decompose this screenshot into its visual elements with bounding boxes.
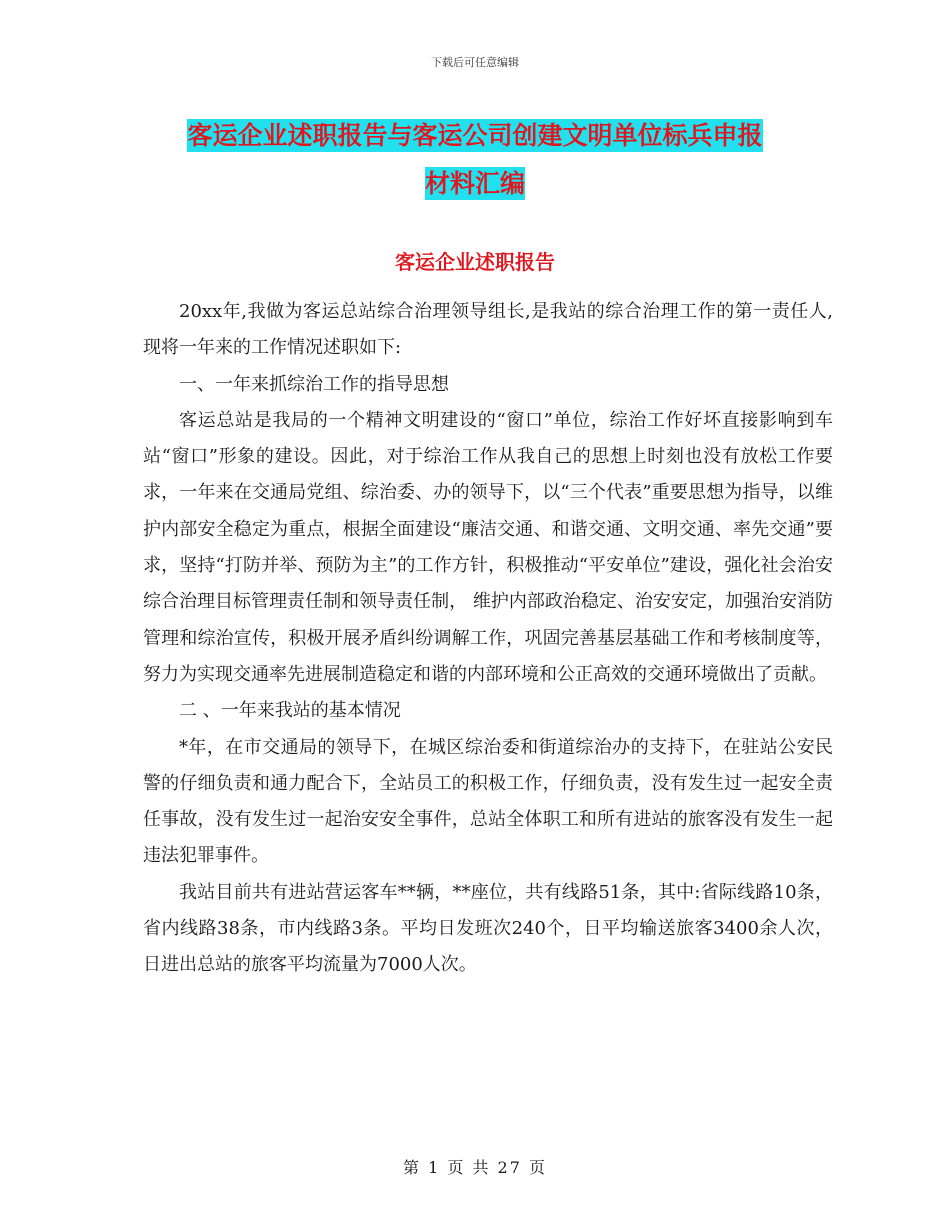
- paragraph-station-stats: 我站目前共有进站营运客车**辆，**座位，共有线路51条，其中:省际线路10条，省内线路38条，市内线路3条。平均日发班次240个，日平均输送旅客3400余人次，日进出总站的旅客平均流量为7000人次。: [143, 881, 833, 976]
- heading-basic-situation: 二 、一年来我站的基本情况: [179, 700, 401, 722]
- paragraph-safety-record: *年，在市交通局的领导下，在城区综治委和街道综治办的支持下，在驻站公安民警的仔细负责和通力配合下，全站员工的积极工作，仔细负责，没有发生过一起安全责任事故，没有发生过一起治安安全事件，总站全体职工和所有进站的旅客没有发生一起违法犯罪事件。: [143, 736, 833, 867]
- paragraph-intro: 20xx年,我做为客运总站综合治理领导组长,是我站的综合治理工作的第一责任人,现将一年来的工作情况述职如下:: [143, 301, 833, 359]
- header-note: 下载后可任意编辑: [431, 56, 519, 69]
- title-line-1: 客运企业述职报告与客运公司创建文明单位标兵申报: [187, 121, 763, 150]
- title-line-2: 材料汇编: [424, 169, 525, 198]
- paragraph-guiding-ideas: 客运总站是我局的一个精神文明建设的“窗口”单位，综治工作好坏直接影响到车站“窗口”形象的建设。因此，对于综治工作从我自己的思想上时刻也没有放松工作要求，一年来在交通局党组、综治委、办的领导下，以“三个代表”重要思想为指导，以维护内部安全稳定为重点，根据全面建设“廉洁交通、和谐交通、文明交通、率先交通”要求，坚持“打防并举、预防为主”的工作方针，积极推动“平安单位”建设，强化社会治安综合治理目标管理责任制和领导责任制， 维护内部政治稳定、治安安定，加强治安消防管理和综治宣传，积极开展矛盾纠纷调解工作，巩固完善基层基础工作和考核制度等，努力为实现交通率先进展制造稳定和谐的内部环境和公正高效的交通环境做出了贡献。: [143, 409, 833, 685]
- section-title: 客运企业述职报告: [395, 250, 555, 274]
- document-title: [0, 112, 950, 208]
- page-footer: 第 1 页 共 27 页: [403, 1158, 547, 1177]
- document-body: [143, 294, 833, 984]
- heading-guiding-ideas: 一、一年来抓综治工作的指导思想: [179, 373, 449, 395]
